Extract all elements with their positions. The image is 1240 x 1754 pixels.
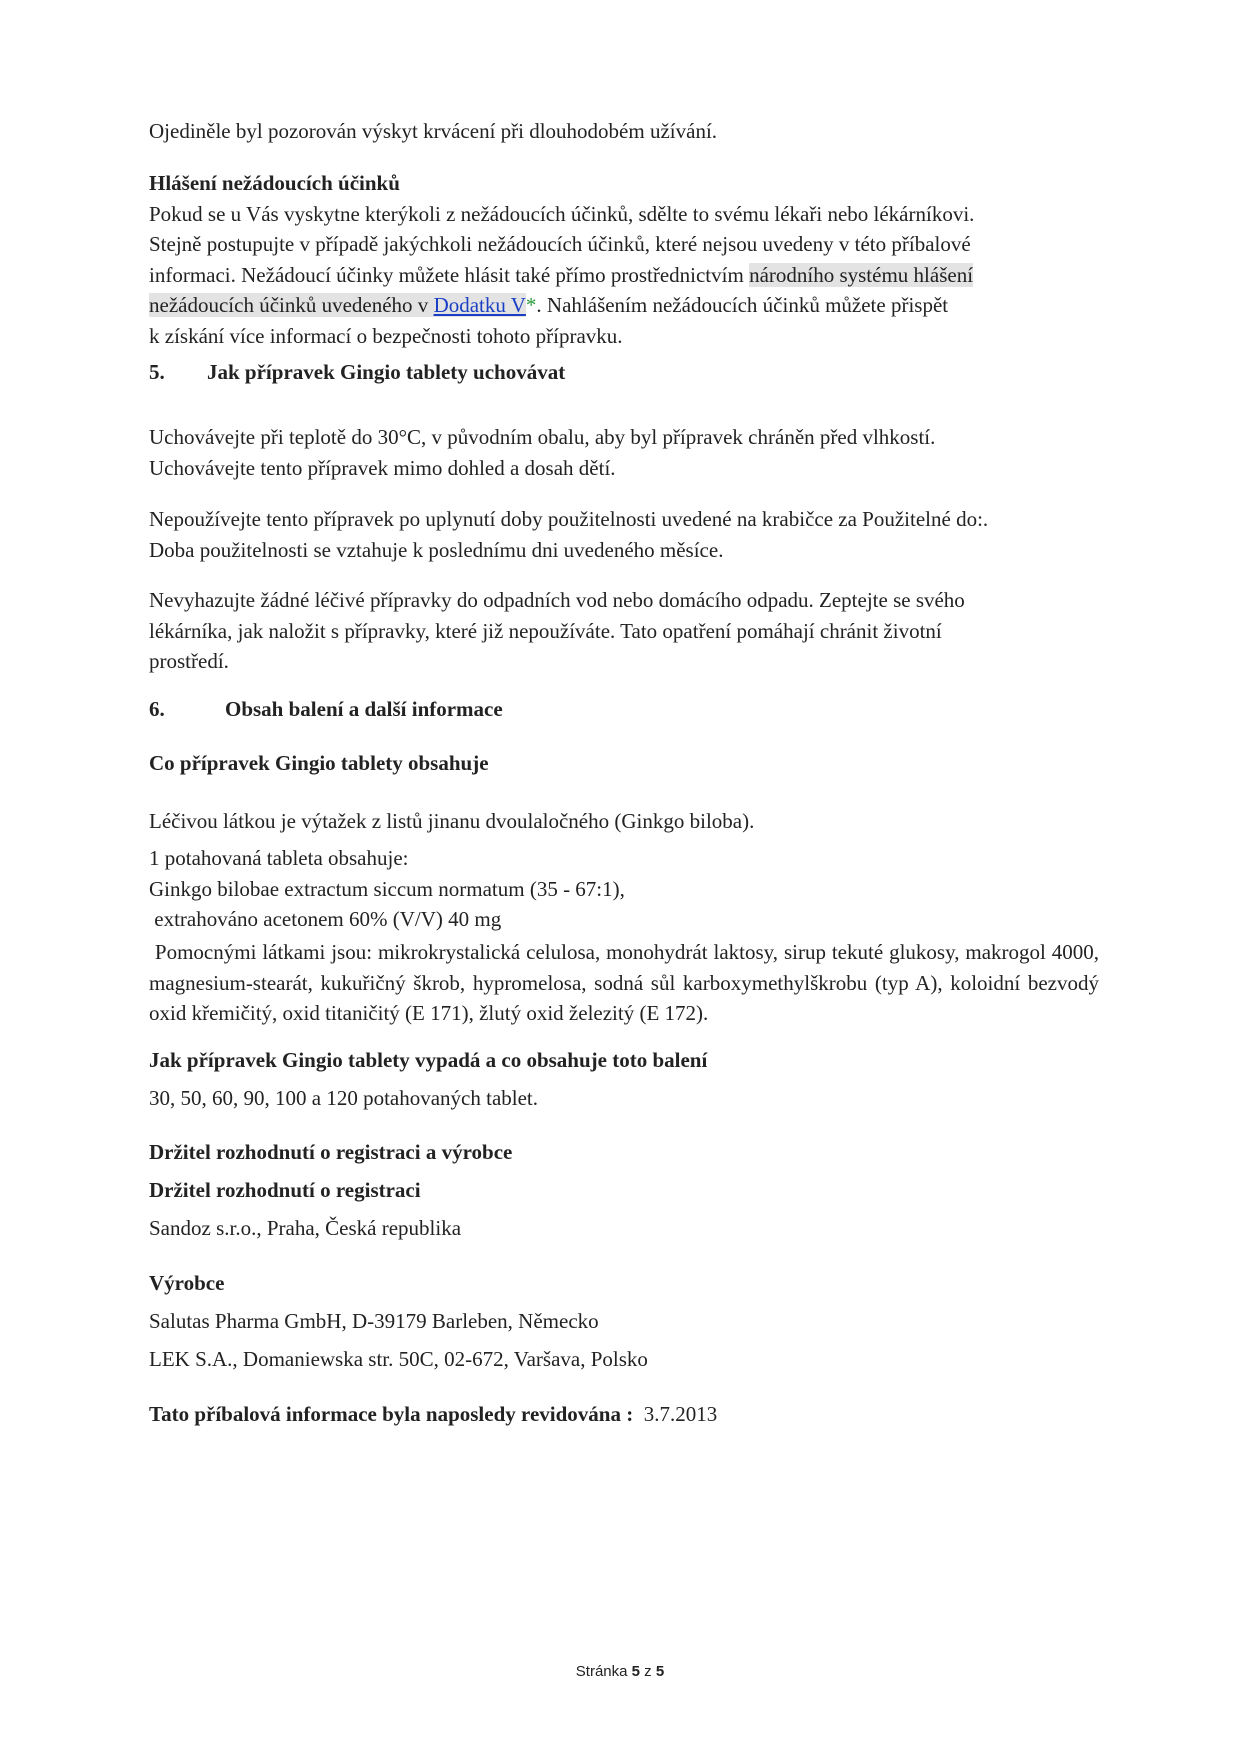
section-5-number: 5. — [149, 360, 165, 384]
revision-line — [149, 1399, 1099, 1430]
storage-line: Uchovávejte tento přípravek mimo dohled a dosah dětí. — [149, 455, 616, 480]
section-5-title: Jak přípravek Gingio tablety uchovávat — [207, 360, 566, 384]
storage-paragraph-2 — [149, 504, 1099, 565]
highlighted-text-2: nežádoucích účinků uvedeného v — [149, 293, 434, 317]
revision-date: 3.7.2013 — [638, 1402, 718, 1426]
reporting-line-3-text: informaci. Nežádoucí účinky můžete hlásit také přímo prostřednictvím — [149, 262, 750, 287]
storage-line: Uchovávejte při teplotě do 30°C, v původním obalu, aby byl přípravek chráněn před vlhkostí. — [149, 425, 936, 449]
holder-heading: Držitel rozhodnutí o registraci — [149, 1178, 421, 1202]
active-substance: Léčivou látkou je výtažek z listů jinanu dvoulaločného (Ginkgo biloba). — [149, 809, 755, 833]
excipients-text: Pomocnými látkami jsou: mikrokrystalická celulosa, monohydrát laktosy, sirup tekuté glukosy, makrogol 4000, magnesium-stearát, kukuřičný škrob, hypromelosa, sodná sůl karboxymethylškrobu (typ A), koloidní bezvodý oxid křemičitý, oxid titaničitý (E 171), žlutý oxid železitý (E 172). — [149, 940, 1105, 1025]
pack-sizes: 30, 50, 60, 90, 100 a 120 potahovaných tablet. — [149, 1086, 539, 1110]
section-6-number: 6. — [149, 697, 165, 721]
reporting-line-5: k získání více informací o bezpečnosti tohoto přípravku. — [149, 323, 623, 348]
footer-separator: z — [640, 1663, 656, 1680]
reporting-line-4-text: . Nahlášením nežádoucích účinků můžete přispět — [536, 293, 949, 317]
intro-text: Ojediněle byl pozorován výskyt krvácení při dlouhodobém užívání. — [149, 119, 718, 143]
appendix-v-link[interactable]: Dodatku V — [433, 293, 526, 317]
footer-prefix: Stránka — [575, 1663, 632, 1680]
holder-manufacturer-heading: Držitel rozhodnutí o registraci a výrobce — [149, 1140, 513, 1164]
reporting-line-1: Pokud se u Vás vyskytne kterýkoli z nežádoucích účinků, sdělte to svému lékaři nebo lékárníkovi. — [149, 201, 975, 226]
tablet-composition — [149, 843, 1099, 935]
composition-line: extrahováno acetonem 60% (V/V) 40 mg — [149, 907, 502, 931]
composition-line: 1 potahovaná tableta obsahuje: — [149, 846, 409, 870]
footer-page-number: 5 — [631, 1663, 641, 1680]
expiry-line: Nepoužívejte tento přípravek po uplynutí doby použitelnosti uvedené na krabičce za Použitelné do:. — [149, 507, 989, 531]
highlighted-text: národního systému hlášení — [749, 262, 974, 287]
revision-label: Tato příbalová informace byla naposledy revidována : — [149, 1402, 639, 1426]
reporting-line-2: Stejně postupujte v případě jakýchkoli nežádoucích účinků, které nejsou uvedeny v této příbalové — [149, 232, 971, 256]
disposal-line: Nevyhazujte žádné léčivé přípravky do odpadních vod nebo domácího odpadu. Zeptejte se svého — [149, 588, 965, 612]
page-footer — [0, 1663, 1240, 1680]
asterisk: * — [525, 293, 537, 317]
section-6-heading — [149, 694, 1099, 725]
reporting-section — [149, 168, 1099, 351]
reporting-heading: Hlášení nežádoucích účinků — [149, 171, 400, 195]
reporting-line-4 — [149, 290, 1099, 321]
expiry-line: Doba použitelnosti se vztahuje k poslednímu dni uvedeného měsíce. — [149, 537, 724, 562]
appearance-heading: Jak přípravek Gingio tablety vypadá a co obsahuje toto balení — [149, 1048, 708, 1072]
manufacturer-heading: Výrobce — [149, 1271, 225, 1295]
contents-heading: Co přípravek Gingio tablety obsahuje — [149, 751, 489, 775]
footer-page-total: 5 — [655, 1663, 665, 1680]
manufacturer-2: LEK S.A., Domaniewska str. 50C, 02-672, Varšava, Polsko — [149, 1347, 648, 1371]
section-5-heading — [149, 357, 1099, 388]
composition-line: Ginkgo bilobae extractum siccum normatum (35 - 67:1), — [149, 876, 625, 901]
section-6-title: Obsah balení a další informace — [225, 697, 503, 721]
storage-paragraph-3 — [149, 585, 1099, 677]
disposal-line: lékárníka, jak naložit s přípravky, které již nepoužíváte. Tato opatření pomáhají chránit životní — [149, 618, 942, 643]
storage-paragraph-1 — [149, 422, 1099, 483]
disposal-line: prostředí. — [149, 649, 229, 673]
holder-text: Sandoz s.r.o., Praha, Česká republika — [149, 1216, 462, 1240]
reporting-line-3 — [149, 260, 1099, 291]
manufacturer-1: Salutas Pharma GmbH, D-39179 Barleben, Německo — [149, 1309, 599, 1333]
